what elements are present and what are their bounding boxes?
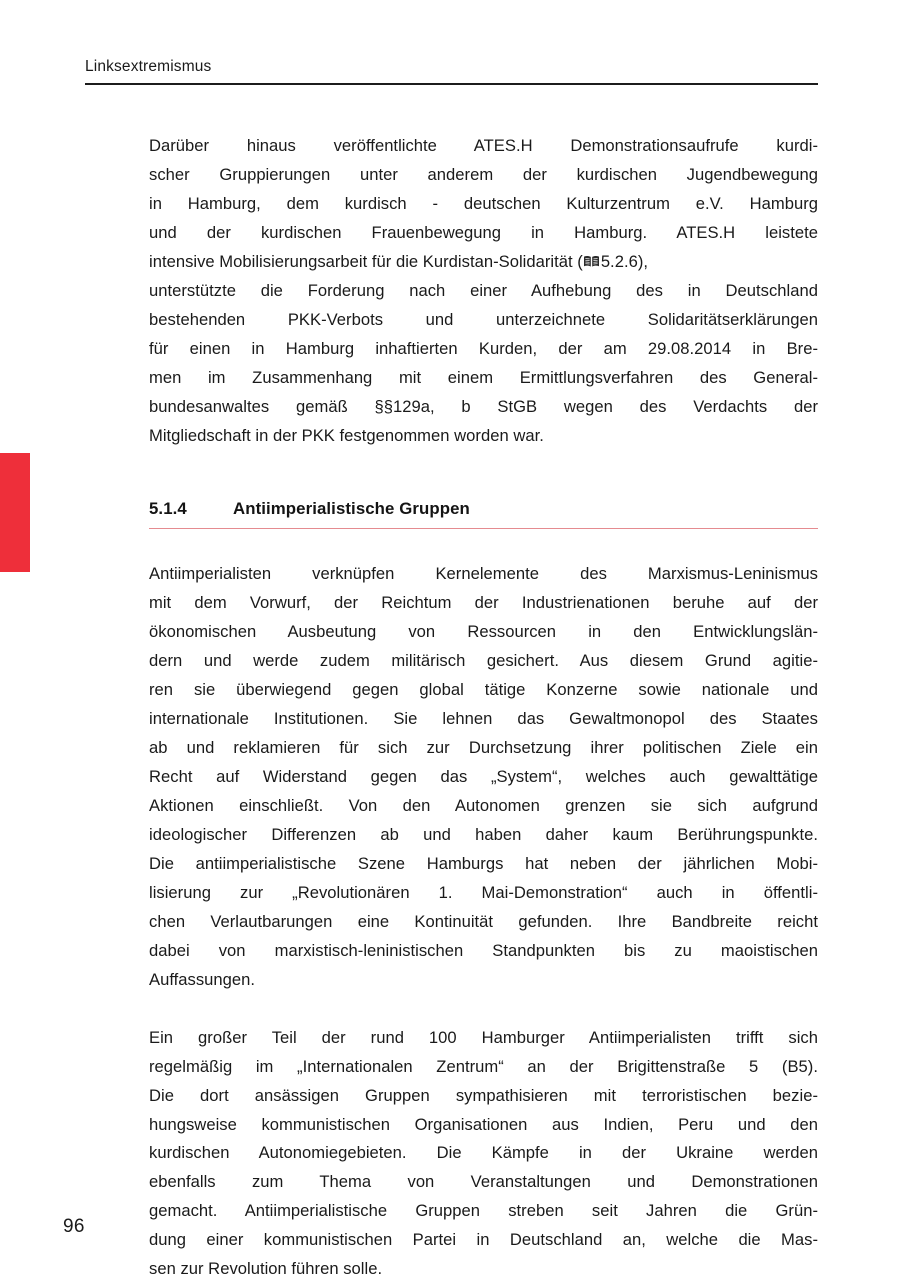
text-line: Recht auf Widerstand gegen das „System“, welches auch gewalttätige [149, 767, 818, 787]
open-book-icon [583, 255, 600, 268]
text-line: bundesanwaltes gemäß §§129a, b StGB wegen des Verdachts der [149, 396, 818, 416]
text-line: Die antiimperialistische Szene Hamburgs hat neben der jährlichen Mobi- [149, 854, 818, 874]
text-line: internationale Institutionen. Sie lehnen das Gewaltmonopol des Staates [149, 709, 818, 729]
text-line: unterstützte die Forderung nach einer Aufhebung des in Deutschland [149, 280, 818, 300]
running-header [85, 57, 818, 77]
paragraph-ates-h [149, 132, 818, 450]
text-line: Aktionen einschließt. Von den Autonomen grenzen sie sich aufgrund [149, 796, 818, 816]
text-line-with-reference [149, 248, 818, 277]
text-line: Antiimperialisten verknüpfen Kernelemente des Marxismus-Leninismus [149, 564, 818, 584]
section-title: Antiimperialistische Gruppen [233, 499, 470, 519]
text-line: mit dem Vorwurf, der Reichtum der Industrienationen beruhe auf der [149, 593, 818, 613]
running-header-title: Linksextremismus [85, 58, 212, 75]
text-line: und der kurdischen Frauenbewegung in Hamburg. ATES.H leistete [149, 222, 818, 242]
section-heading [149, 497, 818, 529]
text-line: Darüber hinaus veröffentlichte ATES.H Demonstrationsaufrufe kurdi- [149, 136, 818, 155]
text-line: Ein großer Teil der rund 100 Hamburger Antiimperialisten trifft sich [149, 1027, 818, 1047]
text-line: kurdischen Autonomiegebieten. Die Kämpfe in der Ukraine werden [149, 1143, 818, 1163]
text-line: ebenfalls zum Thema von Veranstaltungen und Demonstrationen [149, 1172, 818, 1192]
section-number: 5.1.4 [149, 499, 187, 519]
text-column [149, 132, 818, 1276]
page-number: 96 [63, 1216, 85, 1237]
text-line: gemacht. Antiimperialistische Gruppen streben seit Jahren die Grün- [149, 1201, 818, 1221]
text-line: Die dort ansässigen Gruppen sympathisieren mit terroristischen bezie- [149, 1085, 818, 1105]
text-line: dung einer kommunistischen Partei in Deutschland an, welche die Mas- [149, 1230, 818, 1250]
text-line: Auffassungen. [149, 969, 256, 989]
chapter-thumb-index-tab [0, 453, 30, 572]
text-line: men im Zusammenhang mit einem Ermittlungsverfahren des General- [149, 367, 818, 387]
paragraph-internationales-zentrum [149, 1024, 818, 1276]
header-rule [85, 83, 818, 85]
text-line: bestehenden PKK-Verbots und unterzeichnete Solidaritätserklärungen [149, 309, 818, 329]
text-line: ökonomischen Ausbeutung von Ressourcen in den Entwicklungslän- [149, 622, 818, 642]
text-line: scher Gruppierungen unter anderem der kurdischen Jugendbewegung [149, 164, 818, 184]
text-line: lisierung zur „Revolutionären 1. Mai-Demonstration“ auch in öffentli- [149, 882, 818, 902]
text-line: ideologischer Differenzen ab und haben daher kaum Berührungspunkte. [149, 825, 818, 845]
text-line: Mitgliedschaft in der PKK festgenommen worden war. [149, 425, 544, 445]
text-line: in Hamburg, dem kurdisch - deutschen Kulturzentrum e.V. Hamburg [149, 193, 818, 213]
paragraph-antiimperialisten-ideologie [149, 560, 818, 994]
text-line: chen Verlautbarungen eine Kontinuität gefunden. Ihre Bandbreite reicht [149, 911, 818, 931]
text-line: dabei von marxistisch-leninistischen Standpunkten bis zu maoistischen [149, 940, 818, 960]
text-line: hungsweise kommunistischen Organisationen aus Indien, Peru und den [149, 1114, 818, 1134]
text-line: ren sie überwiegend gegen global tätige Konzerne sowie nationale und [149, 680, 818, 700]
text-line: dern und werde zudem militärisch gesichert. Aus diesem Grund agitie- [149, 651, 818, 671]
text-line: sen zur Revolution führen solle. [149, 1259, 383, 1276]
cross-reference-number: 5.2.6), [600, 251, 648, 271]
text-line: für einen in Hamburg inhaftierten Kurden, der am 29.08.2014 in Bre- [149, 338, 818, 358]
text-fragment: intensive Mobilisierungsarbeit für die Kurdistan-Solidarität ( [149, 251, 583, 271]
text-line: regelmäßig im „Internationalen Zentrum“ an der Brigittenstraße 5 (B5). [149, 1056, 818, 1076]
section-heading-block [149, 497, 818, 529]
text-line: ab und reklamieren für sich zur Durchsetzung ihrer politischen Ziele ein [149, 738, 818, 758]
